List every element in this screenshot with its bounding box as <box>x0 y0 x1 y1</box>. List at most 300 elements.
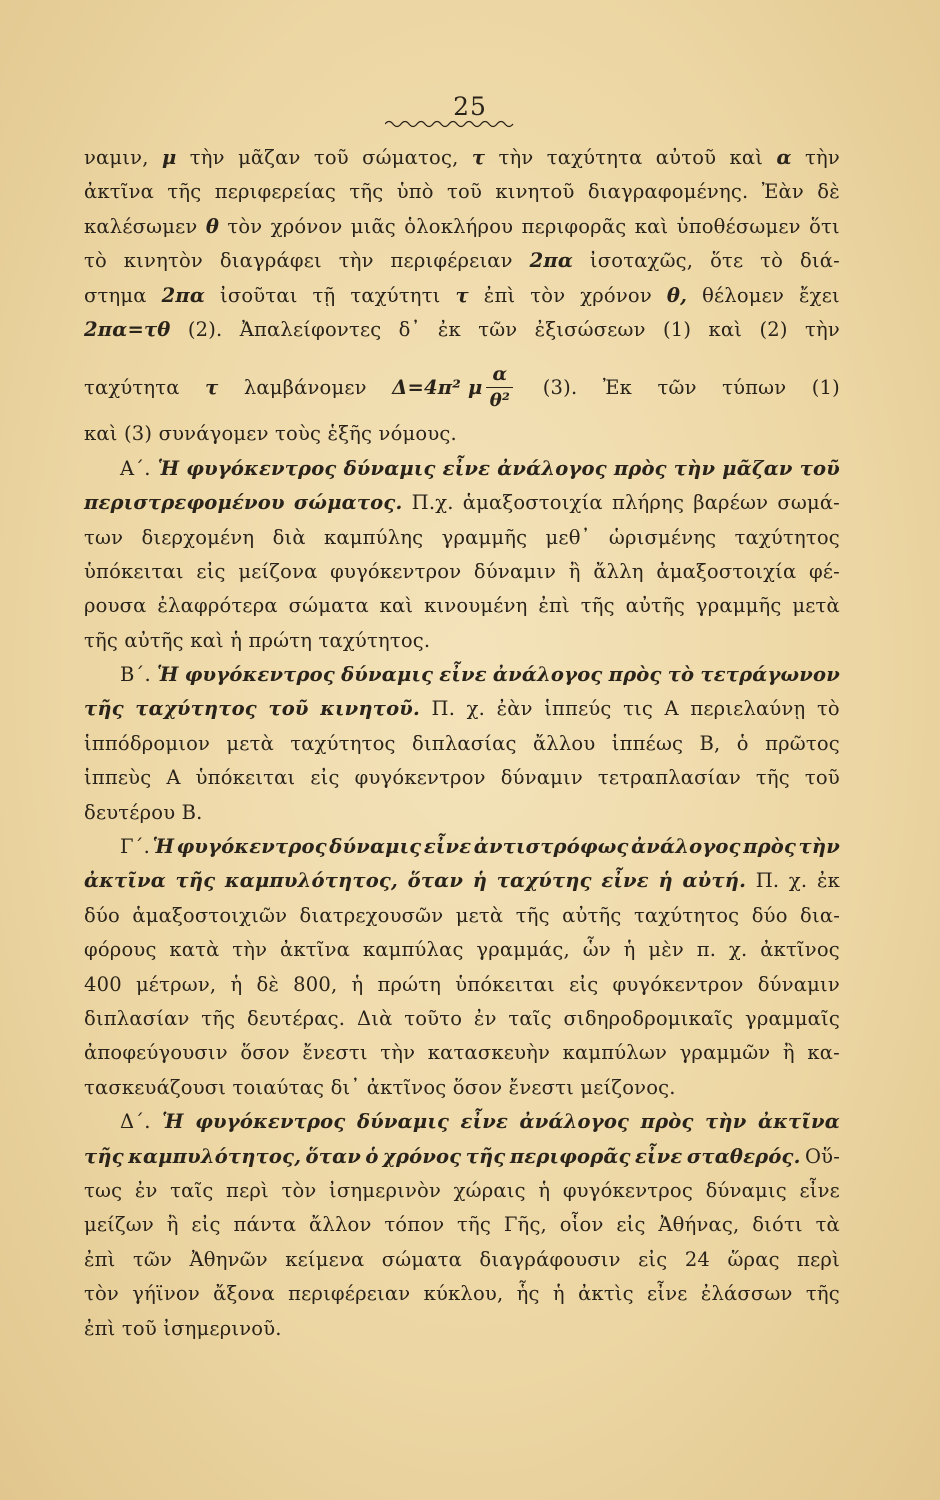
word: περιφέρειαν <box>288 1282 411 1306</box>
word: ὁλοκλήρου <box>404 214 514 238</box>
word: ἐπὶ <box>483 283 516 307</box>
word: δύναμιν <box>500 766 583 790</box>
word: Π. <box>755 869 780 893</box>
word: φυγόκεντρος <box>186 456 337 480</box>
word: ἔνεστι <box>302 1041 368 1065</box>
word: χώραις <box>453 1178 526 1202</box>
word: κινητοῦ <box>495 180 575 204</box>
text-line <box>84 835 840 869</box>
word: εἶνε <box>439 663 487 687</box>
word: ναμιν, <box>84 146 149 169</box>
text-line <box>84 766 840 800</box>
word: ἐλάσσων <box>700 1282 793 1306</box>
word: ὑπόκειται <box>195 766 296 790</box>
word: χ. <box>788 869 808 893</box>
word: ρουσα <box>84 594 147 618</box>
word: πρὸς <box>640 1110 694 1134</box>
word: καὶ <box>729 146 764 169</box>
word: ἀνάλογος <box>492 663 603 687</box>
word: κύκλου, <box>423 1282 504 1306</box>
word: Β΄. <box>120 663 151 687</box>
word: Ἐκ <box>602 375 633 399</box>
word: σωμά- <box>777 491 840 515</box>
text-line <box>84 869 840 903</box>
word: περὶ <box>226 1178 269 1202</box>
word: Π. <box>431 697 456 721</box>
word: τοῦ <box>799 456 840 480</box>
word: θέλομεν <box>702 283 785 307</box>
text-line <box>84 1213 840 1247</box>
word: ἰσημερινὸν <box>329 1178 442 1202</box>
word: πλήρης <box>611 491 685 515</box>
word: τὴν <box>798 835 840 859</box>
word: δια- <box>800 903 840 927</box>
word: 800, <box>293 972 338 996</box>
centrifugal-force-formula <box>392 363 517 411</box>
word: πρῶτος <box>765 731 840 755</box>
intro-paragraph <box>84 146 840 457</box>
word: ταχύτητος <box>290 731 396 755</box>
text-line <box>84 904 840 938</box>
word: ἐκ <box>816 869 840 893</box>
word: ἱππεὺς <box>84 766 152 790</box>
word: ἁμαξοστοιχιῶν <box>132 903 288 927</box>
word: Ἀθήνας, <box>658 1213 740 1237</box>
word: χ. <box>466 697 486 721</box>
word: τὸν <box>84 1282 119 1306</box>
word: τετραπλασίαν <box>597 766 741 790</box>
word: γραμμάς, <box>476 938 570 962</box>
word: τὴν <box>805 146 840 169</box>
word: ἐπὶ <box>538 594 570 618</box>
word: κείμενα <box>285 1247 365 1271</box>
word: τὴν <box>189 146 225 169</box>
word: ἡ <box>623 938 636 962</box>
word: ἰσοταχῶς, <box>589 249 694 273</box>
word: δ᾽ <box>398 317 421 341</box>
word: ἧς <box>516 1282 540 1306</box>
text-line <box>84 1110 840 1144</box>
word: κατασκευὴν <box>427 1041 551 1065</box>
word: ταχύτητα <box>84 375 180 399</box>
equation-number: (3). <box>542 375 578 399</box>
word: π. <box>696 938 717 962</box>
word: Γῆς, <box>503 1213 547 1237</box>
word: ἀντιστρόφως <box>473 835 629 859</box>
word: αὐτῆς <box>562 903 622 927</box>
word: τῆς <box>167 180 202 204</box>
word: ἄλλη <box>593 559 644 583</box>
word: τῶν <box>132 1247 173 1271</box>
word: πρὸς <box>743 835 797 859</box>
word: μετὰ <box>226 731 274 755</box>
fraction-numerator: α <box>486 363 513 388</box>
word: μιᾶς <box>350 214 396 238</box>
word: 24 <box>684 1247 711 1271</box>
word: ταχύτητι <box>350 283 441 307</box>
word: εἶνε <box>442 456 491 480</box>
word: τοῦ <box>804 766 840 790</box>
word: φυγόκεντρον <box>354 766 486 790</box>
word: ἡ <box>351 972 364 996</box>
text-line <box>84 1248 840 1282</box>
text-line <box>84 526 840 560</box>
text-line <box>84 146 840 180</box>
word: μὲν <box>648 938 684 962</box>
word: κινητοῦ. <box>320 697 420 721</box>
word: καμπυλότητος, <box>128 1144 302 1168</box>
word: μᾶζαν <box>722 456 793 480</box>
word: τὰ <box>815 1213 840 1237</box>
word: (1) <box>663 317 692 341</box>
word: ἁμαξοστοιχία <box>462 491 603 515</box>
word: κα- <box>807 1041 840 1065</box>
word: εἰς <box>569 972 599 996</box>
word: τοῦ <box>447 180 483 204</box>
word: ἀποφεύγουσιν <box>84 1041 228 1065</box>
word: Ἡ <box>157 663 179 687</box>
word: ἔχει <box>799 283 840 307</box>
word: σταθερός. <box>686 1144 801 1168</box>
text-line <box>84 938 840 972</box>
word: ἀκτὶς <box>578 1282 634 1306</box>
word: δύναμιν <box>473 559 557 583</box>
word: κινητὸν <box>123 249 203 273</box>
word: δύναμις <box>343 456 436 480</box>
word: (2). <box>187 317 223 341</box>
word: περιελαύνῃ <box>690 697 806 721</box>
word: καμπύλων <box>562 1041 668 1065</box>
word: βαρέων <box>693 491 769 515</box>
text-line <box>84 973 840 1007</box>
word: ἢ <box>166 1213 179 1237</box>
word: γραμμαῖς <box>745 1006 840 1030</box>
word: τὴν <box>804 317 840 341</box>
word: ἢ <box>782 1041 795 1065</box>
word: λαμβάνομεν <box>243 375 367 399</box>
word: ἀκτῖνα <box>84 180 155 204</box>
word: ὑποθέσωμεν <box>676 214 801 238</box>
wavy-rule-ornament <box>385 118 515 130</box>
text-line <box>84 215 840 249</box>
word: Ἀθηνῶν <box>189 1247 268 1271</box>
word: Α <box>166 766 181 790</box>
word: τῆς <box>755 766 790 790</box>
word: Ἡ <box>152 835 175 859</box>
word: των <box>84 525 124 549</box>
text-line <box>84 457 840 491</box>
word: διπλασίας <box>412 731 517 755</box>
word: τ <box>455 283 469 307</box>
word: φυγόκεντρος <box>176 835 327 859</box>
word: δύο <box>751 903 788 927</box>
word: τῆς <box>580 594 615 618</box>
word: ἄλλον <box>309 1213 372 1237</box>
word: εἰς <box>191 1213 221 1237</box>
word: Α <box>664 697 679 721</box>
word: σιδηροδρομικαῖς <box>563 1006 734 1030</box>
formula-fraction <box>486 363 513 411</box>
word: σώματος, <box>362 146 459 169</box>
word: πρὸς <box>608 663 662 687</box>
word: εἶνε <box>601 869 649 893</box>
word: Π.χ. <box>411 491 454 515</box>
word: ἐξισώσεων <box>534 317 646 341</box>
word: περιφορᾶς <box>521 214 627 238</box>
word: οἷον <box>559 1213 604 1237</box>
word: θ, <box>666 283 688 307</box>
word: κατὰ <box>169 938 220 962</box>
word: τῆς <box>515 903 550 927</box>
word: εἰς <box>310 766 340 790</box>
word: εἶνε <box>647 1282 688 1306</box>
word: ἐκ <box>437 317 461 341</box>
word: φέ- <box>809 559 840 583</box>
text-line <box>84 1041 840 1075</box>
word: τύπων <box>722 375 787 399</box>
word: αὐτῆς <box>625 594 686 618</box>
word: ἀκτῖνος <box>760 938 840 962</box>
word: εἰς <box>196 559 226 583</box>
word: Ἀπαλείφοντες <box>239 317 382 341</box>
word: 400 <box>84 972 122 996</box>
text-line <box>84 594 840 628</box>
word: ὧν <box>582 938 611 962</box>
text-line <box>84 560 840 594</box>
word: γήϊνον <box>132 1282 200 1306</box>
word: φυγόκεντρον <box>612 972 744 996</box>
word: περιφέρειαν <box>390 249 513 273</box>
word: ἐὰν <box>496 697 533 721</box>
word: διαγράφει <box>219 249 322 273</box>
word: τοῦτο <box>404 1006 463 1030</box>
word: (1) <box>811 375 840 399</box>
word: χρόνον <box>580 283 652 307</box>
word: κινουμένη <box>424 594 528 618</box>
word: ὅτι <box>809 214 840 238</box>
text-line <box>84 732 840 766</box>
word: ὡρισμένης <box>608 525 717 549</box>
word: δὲ <box>256 972 280 996</box>
word: μᾶζαν <box>238 146 301 169</box>
word: δευτέρας. <box>247 1006 346 1030</box>
word: τὸ <box>667 663 695 687</box>
word: τῶν <box>478 317 518 341</box>
word: μετὰ <box>792 594 840 618</box>
word: τῶν <box>657 375 697 399</box>
word: αὐτή. <box>682 869 747 893</box>
word: ἀνάλογος <box>519 1110 630 1134</box>
word: περιφερείας <box>214 180 336 204</box>
word: εἶνε <box>634 1144 683 1168</box>
word: Διὰ <box>356 1006 393 1030</box>
word: μείζων <box>84 1213 154 1237</box>
text-line <box>84 1145 840 1179</box>
text-line: τασκευάζουσι τοιαύτας δι᾽ ἀκτῖνος ὅσον ἔνεστι μείζονος. <box>84 1075 676 1099</box>
word: ταχύτητος <box>734 525 840 549</box>
word: εἰς <box>638 1247 668 1271</box>
word: τ <box>471 146 486 169</box>
text-line: καὶ (3) συνάγομεν τοὺς ἑξῆς νόμους. <box>84 422 457 446</box>
text-line <box>84 1282 840 1316</box>
law-a-paragraph <box>84 457 840 663</box>
word: ὅσον <box>240 1041 290 1065</box>
word: καμπύλης <box>324 525 424 549</box>
word: ἱππόδρομιον <box>84 731 211 755</box>
word: τῆς <box>84 1144 124 1168</box>
word: Γ΄. <box>120 835 151 859</box>
word: μεθ᾽ <box>545 525 591 549</box>
word: εἶνε <box>460 1110 509 1134</box>
page-number: 25 <box>453 92 487 121</box>
word: καμπύλας <box>362 938 464 962</box>
word: ἄξονα <box>213 1282 275 1306</box>
word: χρόνος <box>382 1144 462 1168</box>
word: ἀκτῖνα <box>280 938 351 962</box>
word: ὅτε <box>710 249 744 273</box>
word: γραμμῶν <box>679 1041 771 1065</box>
word: ὑπὸ <box>396 180 434 204</box>
word: ἐλαφρότερα <box>157 594 278 618</box>
word: τὴν <box>498 146 534 169</box>
word: καὶ <box>708 317 743 341</box>
text-line <box>84 180 840 214</box>
word: ταῖς <box>508 1006 552 1030</box>
law-c-paragraph <box>84 835 840 1110</box>
word: τως <box>84 1178 123 1202</box>
law-b-paragraph <box>84 663 840 835</box>
word: διαγράφουσιν <box>479 1247 621 1271</box>
word: ἡ <box>472 869 488 893</box>
word: Οὕ- <box>804 1144 840 1168</box>
word: σώματα <box>288 594 369 618</box>
word: ἡ <box>230 972 243 996</box>
word: μέτρων, <box>135 972 217 996</box>
word: ἡ <box>552 1282 565 1306</box>
text-line <box>84 284 840 318</box>
text-line: ἐπὶ τοῦ ἰσημερινοῦ. <box>84 1316 282 1340</box>
word: μ <box>161 146 177 169</box>
text-line <box>84 249 840 283</box>
word: ὥρας <box>727 1247 780 1271</box>
word: χρόνον <box>270 214 343 238</box>
word: ἀκτῖνα <box>84 869 166 893</box>
word: εἰς <box>616 1213 646 1237</box>
word: περιστρεφομένου <box>84 491 285 515</box>
word: ἁμαξοστοιχία <box>656 559 797 583</box>
word: διπλασίαν <box>84 1006 190 1030</box>
word: τετράγωνον <box>700 663 840 687</box>
word: τις <box>623 697 654 721</box>
word: ὁ <box>365 1144 379 1168</box>
word: ἐν <box>134 1178 158 1202</box>
word: 2πα=τθ <box>84 317 171 341</box>
word: δύναμις <box>356 1110 450 1134</box>
word: δὲ <box>817 180 840 204</box>
word: ἀκτῖνα <box>758 1110 840 1134</box>
word: Ἡ <box>157 456 180 480</box>
word: εἶνε <box>423 835 472 859</box>
word: τὴν <box>673 456 716 480</box>
word: τῆς <box>349 180 384 204</box>
word: ὅταν <box>407 869 464 893</box>
word: ἄλλου <box>532 731 596 755</box>
word: δύναμιν <box>757 972 840 996</box>
text-line: τῆς αὐτῆς καὶ ἡ πρώτη ταχύτητος. <box>84 628 431 652</box>
word: τὴν <box>380 1041 416 1065</box>
word: πρώτη <box>377 972 442 996</box>
word: στημα <box>84 283 147 307</box>
word: καμπυλότητος, <box>224 869 398 893</box>
word: καὶ <box>634 214 669 238</box>
word: τὸν <box>281 1178 317 1202</box>
word: ὑπόκειται <box>84 559 184 583</box>
word: ὅταν <box>305 1144 362 1168</box>
word: ταχύτητος <box>633 903 740 927</box>
word: μετὰ <box>455 903 504 927</box>
word: τὸ <box>760 249 784 273</box>
word: φόρους <box>84 938 157 962</box>
word: σώματος. <box>293 491 403 515</box>
word: ταχύτητος <box>135 697 257 721</box>
word: αὐτοῦ <box>655 146 717 169</box>
body-text <box>84 146 840 1351</box>
word: τὴν <box>232 938 268 962</box>
word: πάντα <box>233 1213 297 1237</box>
word: τῆς <box>805 1282 840 1306</box>
word: σώματα <box>381 1247 462 1271</box>
word: περὶ <box>797 1247 840 1271</box>
word: θ <box>205 214 220 238</box>
word: εἶνε <box>799 1178 840 1202</box>
word: τὴν <box>338 249 374 273</box>
word: Ἐὰν <box>761 180 804 204</box>
word: ἰσοῦται <box>220 283 298 307</box>
word: Β, <box>699 731 721 755</box>
word: 2πα <box>161 283 206 307</box>
word: Ἡ <box>162 1110 184 1134</box>
word: καλέσωμεν <box>84 214 198 238</box>
word: φυγόκεντρος <box>184 663 335 687</box>
word: ὁ <box>736 731 749 755</box>
word: διότι <box>752 1213 803 1237</box>
word: ἱππεύς <box>544 697 612 721</box>
formula-text-before <box>84 376 180 399</box>
text-line <box>84 1007 840 1041</box>
word: διὰ <box>272 525 306 549</box>
word: τὸ <box>84 249 107 273</box>
word: Δ΄. <box>120 1110 151 1134</box>
word: χ. <box>728 938 748 962</box>
word: ὑπόκειται <box>455 972 555 996</box>
word: τοῦ <box>313 146 349 169</box>
word: τῆς <box>457 1213 492 1237</box>
text-line <box>84 491 840 525</box>
word: ἢ <box>568 559 581 583</box>
word: ἱππέως <box>611 731 684 755</box>
word: φυγόκεντρος <box>562 1178 693 1202</box>
law-d-paragraph <box>84 1110 840 1351</box>
word: τ <box>205 375 219 399</box>
word: καὶ <box>379 594 414 618</box>
word: διατρεχουσῶν <box>299 903 444 927</box>
word: τόπον <box>384 1213 445 1237</box>
word: τὸν <box>227 214 263 238</box>
word: τὸν <box>530 283 566 307</box>
word: δύναμις <box>329 835 422 859</box>
word: φυγόκεντρος <box>195 1110 346 1134</box>
word: ἀνάλογος <box>497 456 607 480</box>
